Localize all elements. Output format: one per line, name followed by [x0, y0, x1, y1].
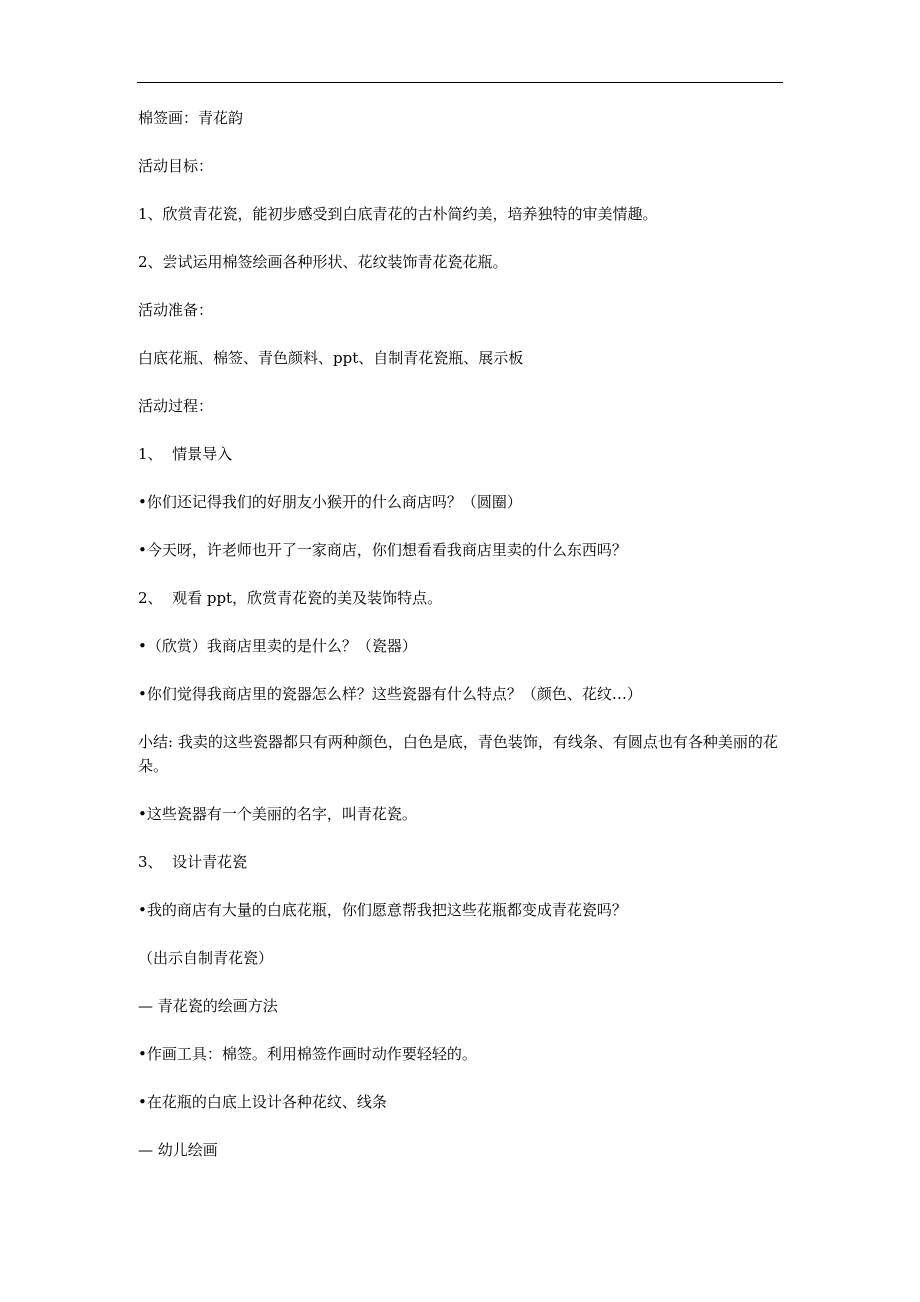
bullet-item: •作画工具：棉签。利用棉签作画时动作要轻轻的。	[138, 1045, 477, 1063]
section-heading-process: 活动过程：	[138, 397, 214, 415]
dash-item: — 幼儿绘画	[138, 1141, 218, 1159]
bullet-item: •今天呀，许老师也开了一家商店，你们想看看我商店里卖的什么东西吗？	[138, 541, 627, 559]
bullet-item: •你们还记得我们的好朋友小猴开的什么商店吗？（圆圈）	[138, 493, 522, 511]
section-heading-preparation: 活动准备：	[138, 301, 214, 319]
document-body	[138, 106, 783, 1186]
doc-title: 棉签画：青花韵	[138, 109, 244, 127]
bullet-item: •（欣赏）我商店里卖的是什么？（瓷器）	[138, 637, 417, 655]
step-heading: 1、 情景导入	[138, 445, 233, 463]
bullet-item: •我的商店有大量的白底花瓶，你们愿意帮我把这些花瓶都变成青花瓷吗？	[138, 901, 627, 919]
goal-item: 2、尝试运用棉签绘画各种形状、花纹装饰青花瓷花瓶。	[138, 253, 508, 271]
header-rule	[137, 82, 783, 83]
materials-list: 白底花瓶、棉签、青色颜料、ppt、自制青花瓷瓶、展示板	[138, 349, 524, 367]
bullet-item: •在花瓶的白底上设计各种花纹、线条	[138, 1093, 387, 1111]
step-heading: 3、 设计青花瓷	[138, 853, 248, 871]
goal-item: 1、欣赏青花瓷，能初步感受到白底青花的古朴简约美，培养独特的审美情趣。	[138, 205, 658, 223]
section-heading-goals: 活动目标：	[138, 157, 214, 175]
bullet-item: •这些瓷器有一个美丽的名字，叫青花瓷。	[138, 805, 417, 823]
dash-item: — 青花瓷的绘画方法	[138, 997, 278, 1015]
step-heading: 2、 观看 ppt，欣赏青花瓷的美及装饰特点。	[138, 589, 443, 607]
bullet-item: •你们觉得我商店里的瓷器怎么样？这些瓷器有什么特点？（颜色、花纹…）	[138, 685, 642, 703]
summary-paragraph: 小结: 我卖的这些瓷器都只有两种颜色，白色是底，青色装饰，有线条、有圆点也有各种美丽的花朵。	[138, 733, 778, 775]
note-paragraph: （出示自制青花瓷）	[138, 949, 274, 967]
